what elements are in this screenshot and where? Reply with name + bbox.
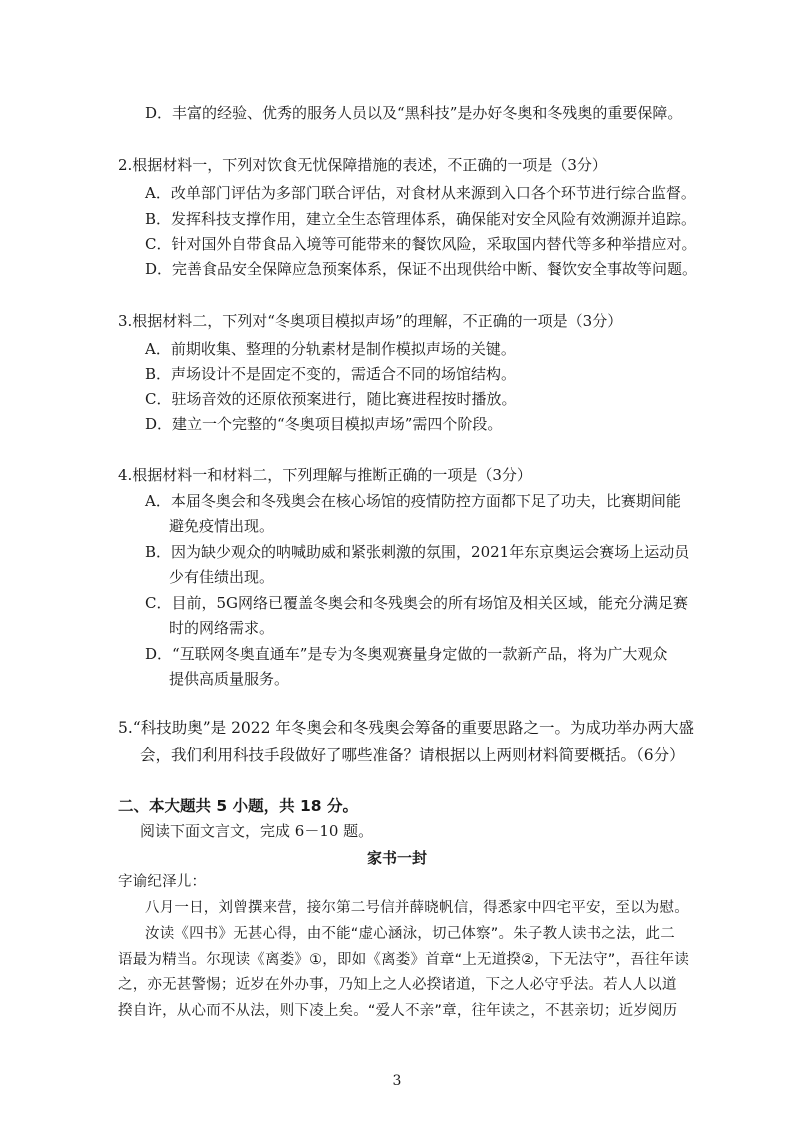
q4-option-a: A．本届冬奥会和冬残奥会在核心场馆的疫情防控方面都下足了功夫，比赛期间能 xyxy=(145,492,681,510)
q4-option-b-cont: 少有佳绩出现。 xyxy=(169,568,275,586)
q3-option-d: D．建立一个完整的“冬奥项目模拟声场”需四个阶段。 xyxy=(145,415,503,433)
q5-stem-cont: 会，我们利用科技手段做好了哪些准备？请根据以上两则材料简要概括。（6分） xyxy=(140,746,685,764)
passage-paragraph-2-line-3: 之，亦无甚警惕；近岁在外办事，乃知上之人必揆诸道，下之人必守乎法。若人人以道 xyxy=(118,977,677,993)
q4-option-b: B．因为缺少观众的呐喊助威和紧张刺激的氛围，2021年东京奥运会赛场上运动员 xyxy=(145,543,690,561)
q2-option-b: B．发挥科技支撑作用，建立全生态管理体系，确保能对安全风险有效溯源并追踪。 xyxy=(145,210,697,228)
q4-option-c-cont: 时的网络需求。 xyxy=(169,619,275,637)
q4-stem: 4.根据材料一和材料二，下列理解与推断正确的一项是（3分） xyxy=(118,466,532,484)
q2-option-a: A．改单部门评估为多部门联合评估，对食材从来源到入口各个环节进行综合监督。 xyxy=(145,184,696,202)
page-number: 3 xyxy=(392,1073,402,1089)
q4-option-d-cont: 提供高质量服务。 xyxy=(169,670,290,688)
q3-option-a: A．前期收集、整理的分轨素材是制作模拟声场的关键。 xyxy=(145,340,516,358)
passage-salutation: 字谕纪泽儿： xyxy=(118,874,207,890)
passage-paragraph-2-line-2: 语最为精当。尔现读《离娄》①，即如《离娄》首章“上无道揆②，下无法守”，吾往年读 xyxy=(118,952,690,968)
q2-option-c: C．针对国外自带食品入境等可能带来的餐饮风险，采取国内替代等多种举措应对。 xyxy=(145,235,697,253)
section-instruction: 阅读下面文言文，完成 6－10 题。 xyxy=(140,822,374,840)
q2-option-d: D．完善食品安全保障应急预案体系，保证不出现供给中断、餐饮安全事故等问题。 xyxy=(145,260,698,278)
q2-stem: 2.根据材料一，下列对饮食无忧保障措施的表述，不正确的一项是（3分） xyxy=(118,156,607,174)
q4-option-a-cont: 避免疫情出现。 xyxy=(169,517,275,535)
q3-option-c: C．驻场音效的还原依预案进行，随比赛进程按时播放。 xyxy=(145,390,517,408)
passage-paragraph-2-line-4: 揆自许，从心而不从法，则下凌上矣。“爱人不亲”章，往年读之，不甚亲切；近岁阅历 xyxy=(118,1003,678,1019)
q3-option-b: B．声场设计不是固定不变的，需适合不同的场馆结构。 xyxy=(145,365,517,383)
q4-option-d: D．“互联网冬奥直通车”是专为冬奥观赛量身定做的一款新产品，将为广大观众 xyxy=(145,645,668,663)
q3-stem: 3.根据材料二，下列对“冬奥项目模拟声场”的理解，不正确的一项是（3分） xyxy=(118,312,623,330)
passage-paragraph-1: 八月一日，刘曾撰来营，接尔第二号信并薛晓帆信，得悉家中四宅平安，至以为慰。 xyxy=(145,900,689,916)
section-heading: 二、本大题共 5 小题，共 18 分。 xyxy=(118,797,358,815)
q4-option-c: C．目前，5G网络已覆盖冬奥会和冬残奥会的所有场馆及相关区域，能充分满足赛 xyxy=(145,594,689,612)
q5-stem: 5.“科技助奥”是 2022 年冬奥会和冬残奥会筹备的重要思路之一。为成功举办两大盛 xyxy=(118,719,694,737)
q1-option-d: D．丰富的经验、优秀的服务人员以及“黑科技”是办好冬奥和冬残奥的重要保障。 xyxy=(145,104,683,122)
passage-title: 家书一封 xyxy=(366,849,427,867)
passage-paragraph-2-line-1: 汝读《四书》无甚心得，由不能“虚心涵泳，切己体察”。朱子教人读书之法，此二 xyxy=(145,926,675,942)
